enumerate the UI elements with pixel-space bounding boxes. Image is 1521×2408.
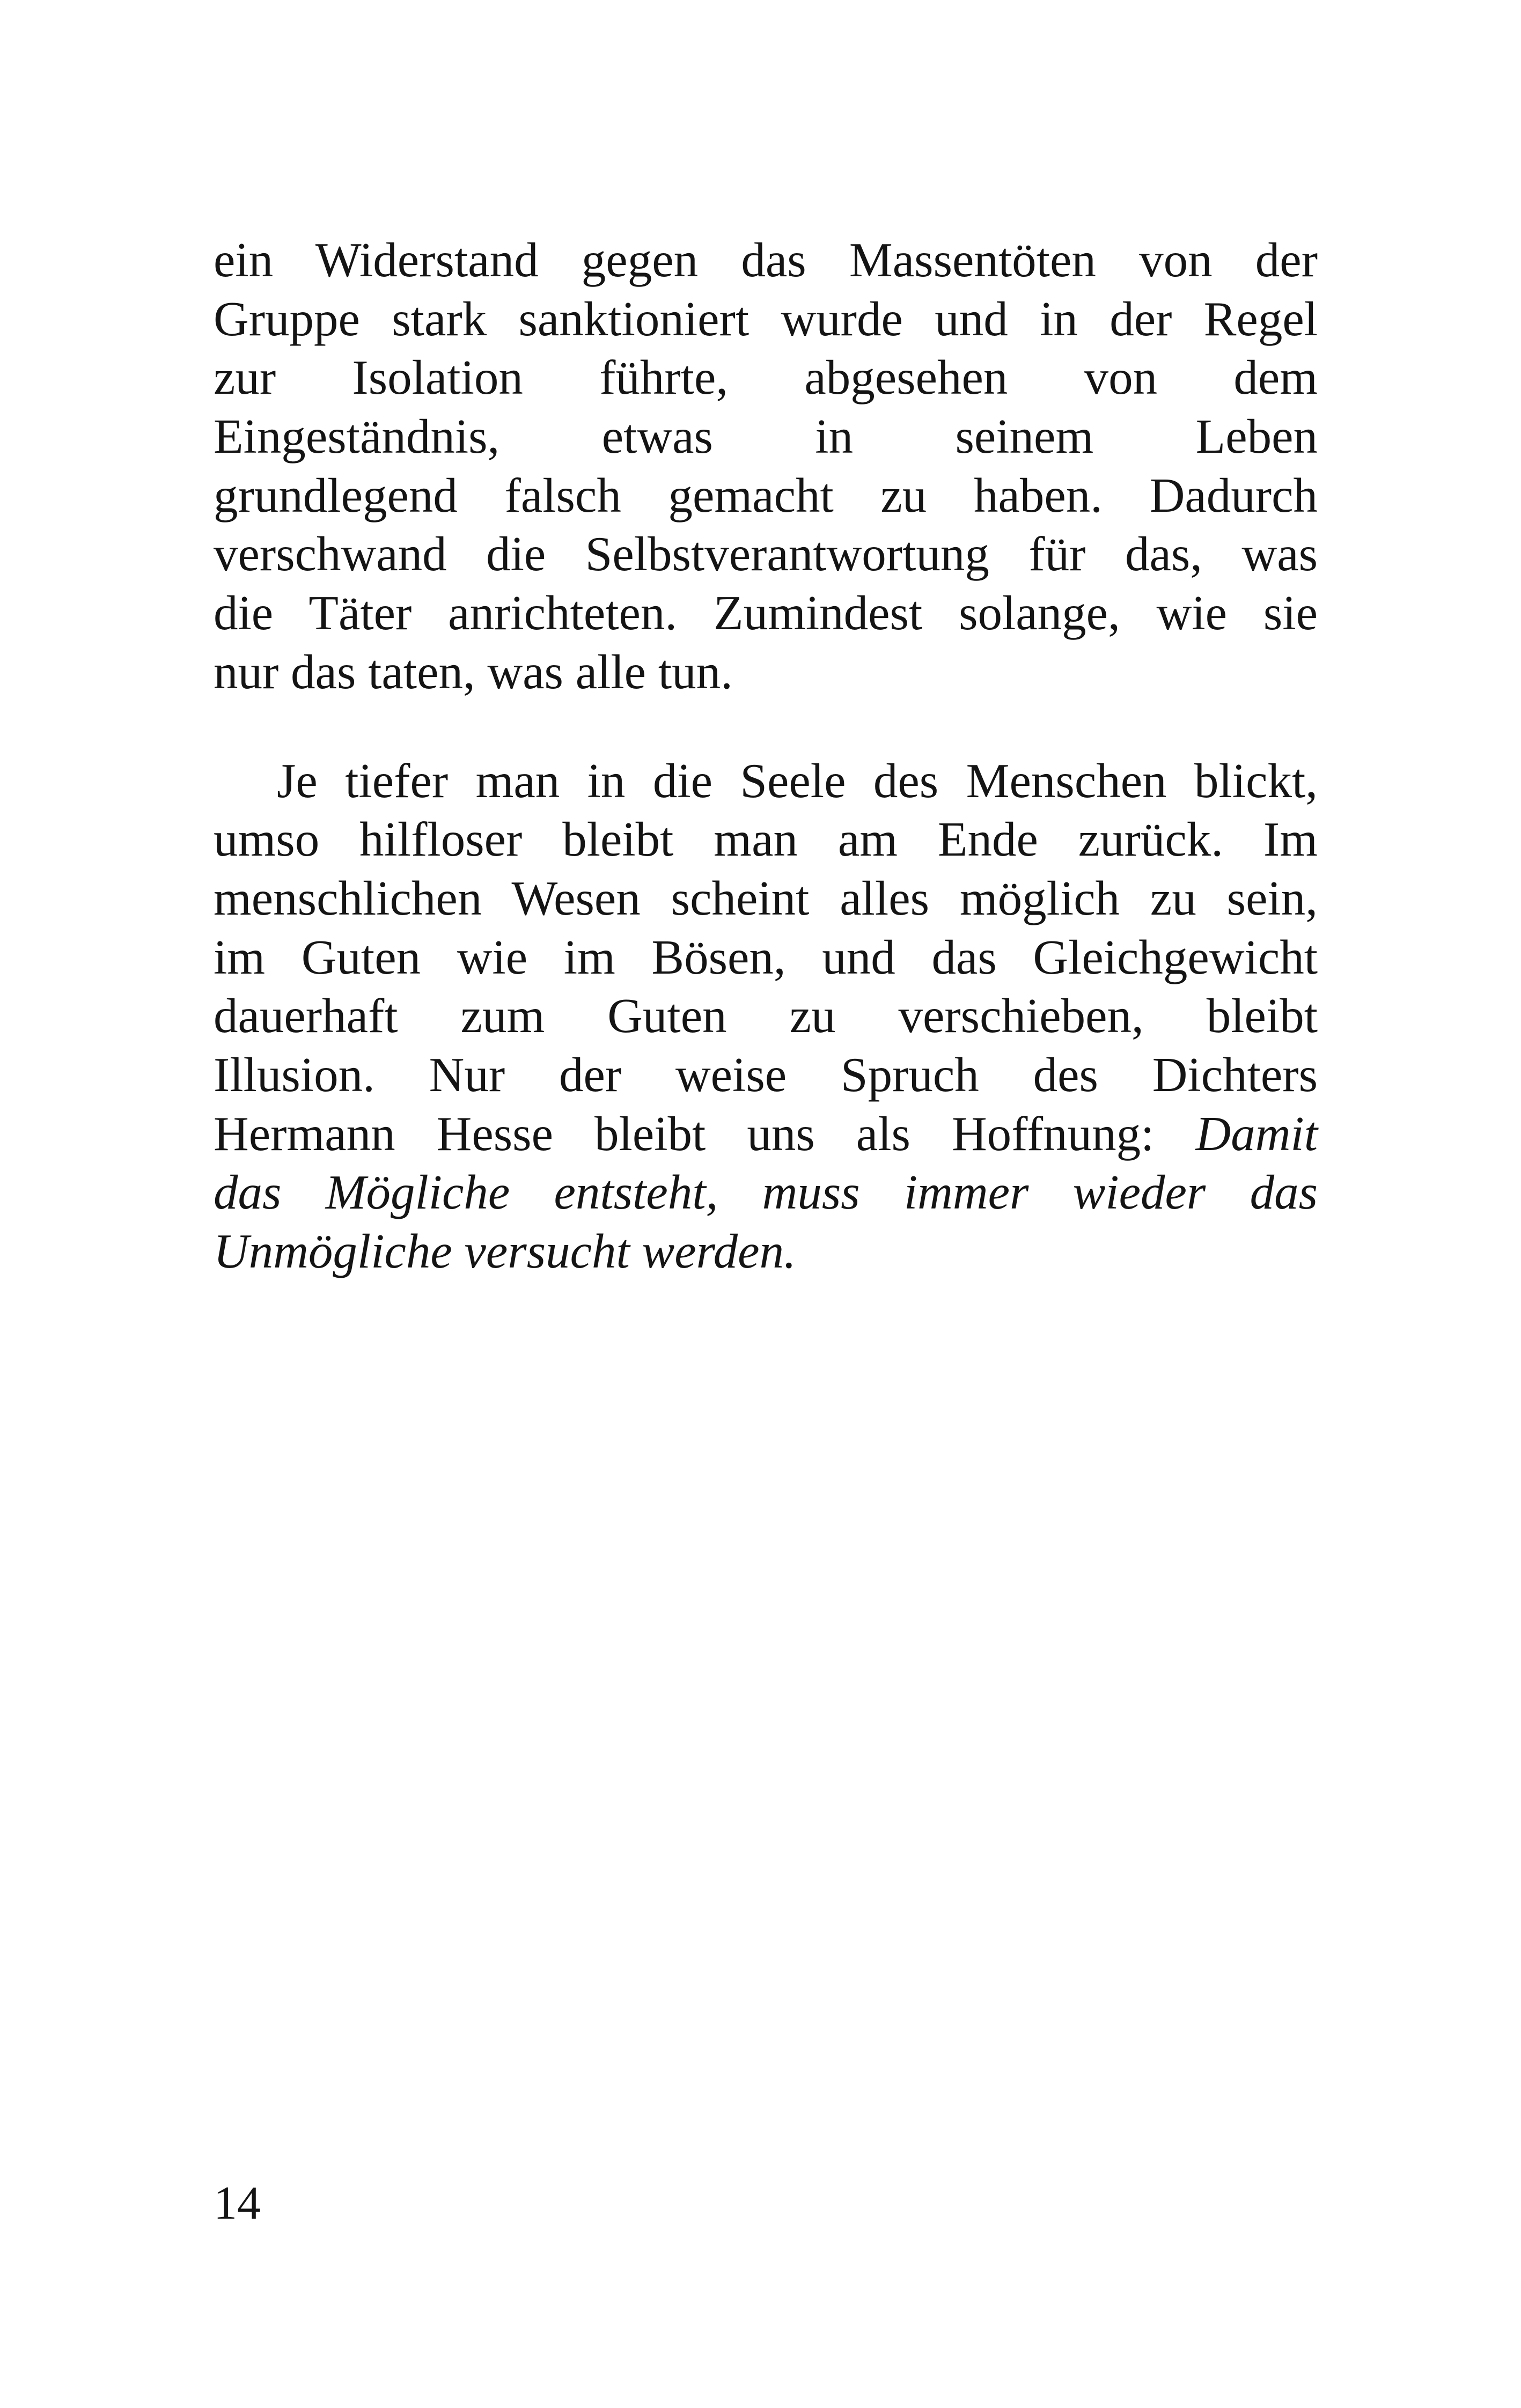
paragraph-2 xyxy=(214,752,1318,1281)
paragraph-spacer xyxy=(214,702,1318,752)
page-text xyxy=(214,231,1318,1281)
text-line: Illusion. Nur der weise Spruch des Dichters xyxy=(214,1047,1318,1102)
text-line: im Guten wie im Bösen, und das Gleichgewicht xyxy=(214,930,1318,984)
text-line: grundlegend falsch gemacht zu haben. Dadurch xyxy=(214,468,1318,522)
text-line: dauerhaft zum Guten zu verschieben, bleibt xyxy=(214,989,1318,1043)
paragraph-1 xyxy=(214,231,1318,702)
page-number: 14 xyxy=(214,2177,261,2229)
text-line: Eingeständnis, etwas in seinem Leben xyxy=(214,409,1318,464)
hesse-quote-line: Unmögliche versucht werden. xyxy=(214,1224,796,1278)
text-line: nur das taten, was alle tun. xyxy=(214,644,733,699)
text-line: zur Isolation führte, abgesehen von dem xyxy=(214,350,1318,405)
text-segment: Hermann Hesse bleibt uns als Hoffnung: xyxy=(214,1106,1196,1161)
hesse-quote-start: Damit xyxy=(1195,1106,1318,1161)
hesse-quote-line: das Mögliche entsteht, muss immer wieder das xyxy=(214,1165,1318,1220)
text-line: Je tiefer man in die Seele des Menschen blickt, xyxy=(277,753,1318,808)
text-line: verschwand die Selbstverantwortung für das, was xyxy=(214,527,1318,581)
text-line: die Täter anrichteten. Zumindest solange, wie sie xyxy=(214,586,1318,640)
text-line: umso hilfloser bleibt man am Ende zurück. Im xyxy=(214,812,1318,867)
text-line-with-quote xyxy=(214,1104,1318,1164)
text-line: ein Widerstand gegen das Massentöten von der xyxy=(214,233,1318,287)
text-line: menschlichen Wesen scheint alles möglich zu sein, xyxy=(214,871,1318,925)
text-line: Gruppe stark sanktioniert wurde und in der Regel xyxy=(214,291,1318,346)
